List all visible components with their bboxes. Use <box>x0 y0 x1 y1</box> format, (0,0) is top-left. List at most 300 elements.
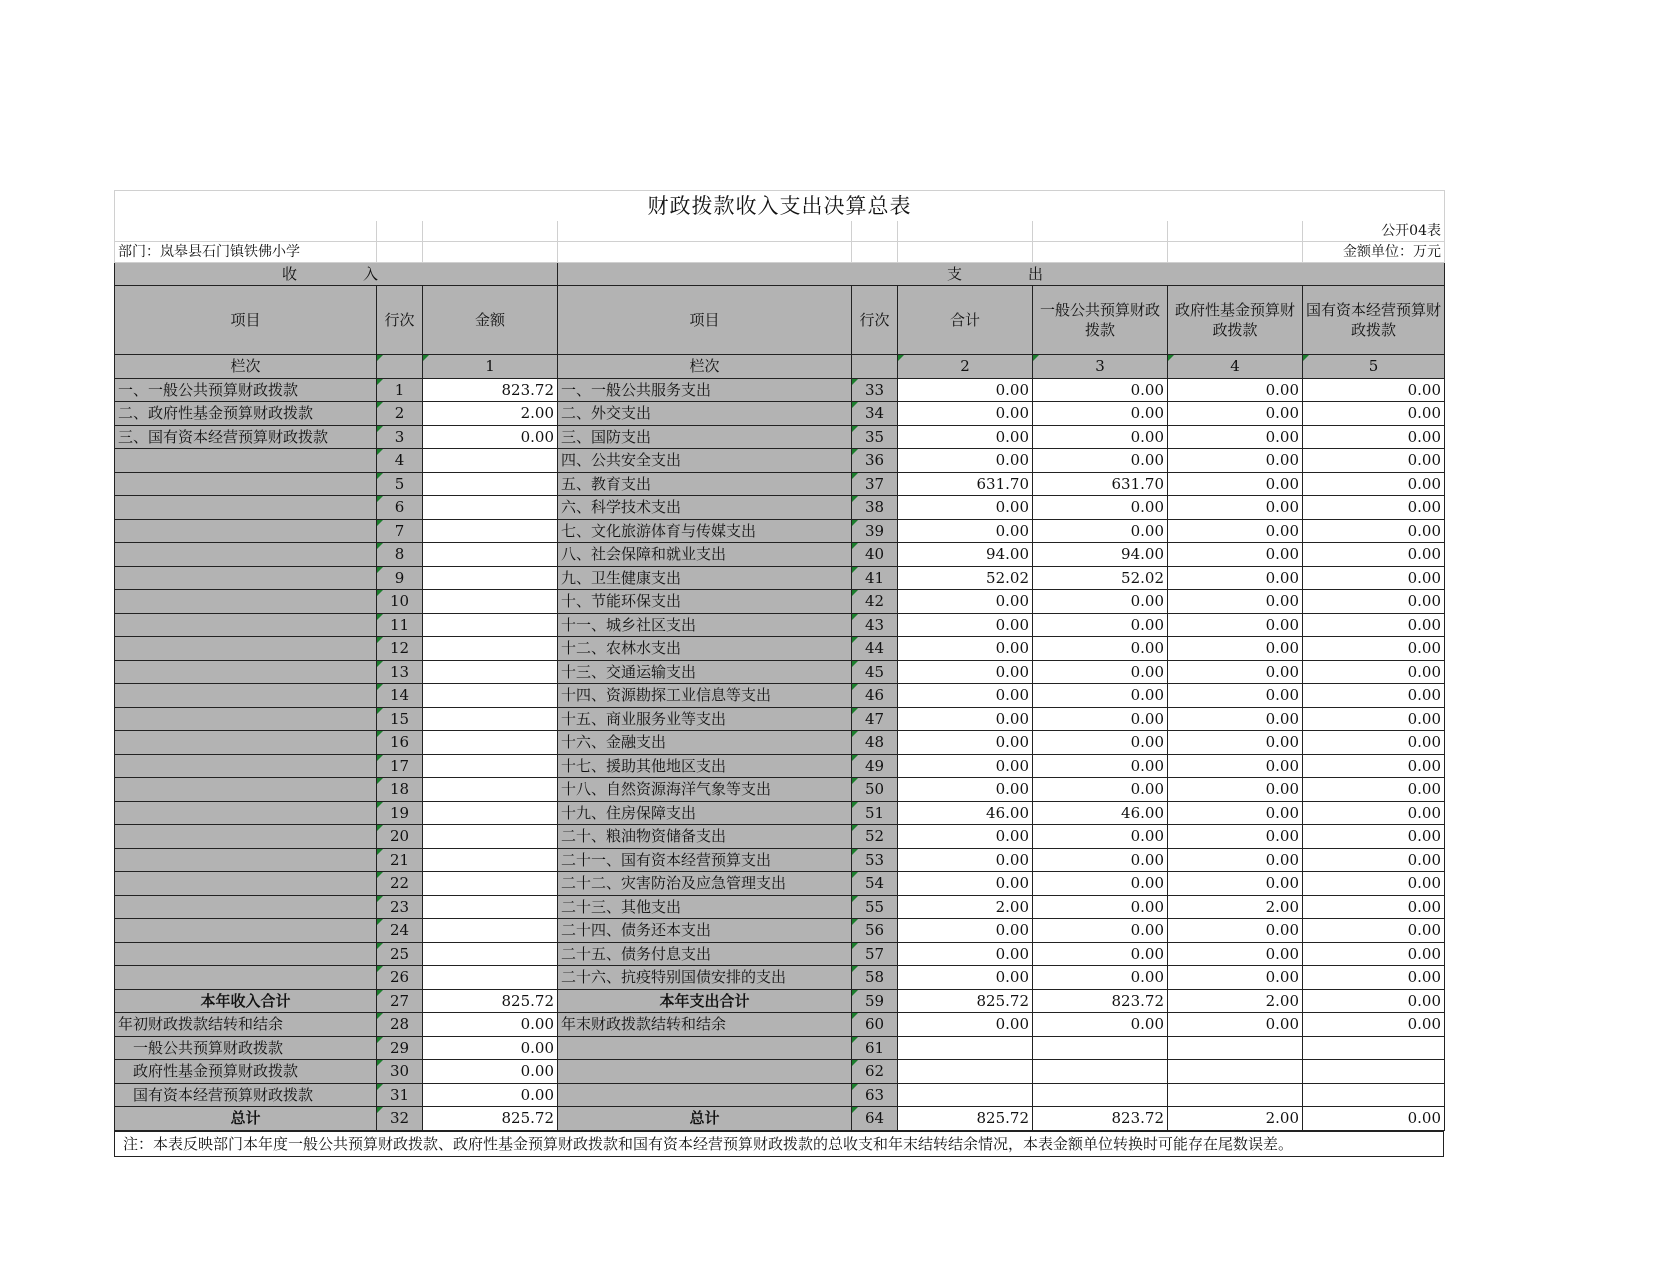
expense-state-capital: 0.00 <box>1303 378 1445 402</box>
income-amount: 0.00 <box>423 1036 558 1060</box>
expense-state-capital: 0.00 <box>1303 543 1445 567</box>
expense-general-budget: 0.00 <box>1033 754 1168 778</box>
income-item <box>115 778 377 802</box>
expense-state-capital: 0.00 <box>1303 1013 1445 1037</box>
income-item <box>115 519 377 543</box>
table-row <box>115 449 1445 473</box>
expense-line-no: 44 <box>852 637 898 661</box>
table-row <box>115 566 1445 590</box>
expense-item: 九、卫生健康支出 <box>558 566 852 590</box>
expense-total: 0.00 <box>898 778 1033 802</box>
income-item: 本年收入合计 <box>115 989 377 1013</box>
expense-line-no: 47 <box>852 707 898 731</box>
expense-item: 十一、城乡社区支出 <box>558 613 852 637</box>
expense-fund-budget: 0.00 <box>1168 519 1303 543</box>
column-index-label-right: 栏次 <box>558 355 852 379</box>
income-line-no: 7 <box>377 519 423 543</box>
income-line-no: 23 <box>377 895 423 919</box>
income-section-header: 收 入 <box>115 263 558 286</box>
income-amount <box>423 613 558 637</box>
income-amount: 0.00 <box>423 1060 558 1084</box>
income-item <box>115 707 377 731</box>
income-line-no: 11 <box>377 613 423 637</box>
table-row <box>115 543 1445 567</box>
expense-line-no: 36 <box>852 449 898 473</box>
column-index-1: 1 <box>423 355 558 379</box>
expense-total: 0.00 <box>898 872 1033 896</box>
income-amount <box>423 566 558 590</box>
column-index-4: 4 <box>1168 355 1303 379</box>
expense-line-no: 46 <box>852 684 898 708</box>
expense-state-capital: 0.00 <box>1303 496 1445 520</box>
expense-total: 825.72 <box>898 1107 1033 1131</box>
form-number: 公开04表 <box>1303 221 1445 242</box>
expense-general-budget: 0.00 <box>1033 895 1168 919</box>
income-item <box>115 731 377 755</box>
expense-total: 0.00 <box>898 378 1033 402</box>
expense-item: 二十二、灾害防治及应急管理支出 <box>558 872 852 896</box>
income-item <box>115 872 377 896</box>
expense-item: 十四、资源勘探工业信息等支出 <box>558 684 852 708</box>
budget-sheet <box>114 190 1444 1157</box>
expense-general-budget: 0.00 <box>1033 637 1168 661</box>
income-item <box>115 848 377 872</box>
column-index-3: 3 <box>1033 355 1168 379</box>
expense-total: 0.00 <box>898 496 1033 520</box>
expense-fund-budget: 0.00 <box>1168 449 1303 473</box>
expense-fund-budget: 0.00 <box>1168 378 1303 402</box>
income-amount <box>423 660 558 684</box>
income-amount: 825.72 <box>423 989 558 1013</box>
income-amount <box>423 872 558 896</box>
income-amount <box>423 942 558 966</box>
income-line-no: 20 <box>377 825 423 849</box>
expense-state-capital: 0.00 <box>1303 895 1445 919</box>
income-amount: 0.00 <box>423 1083 558 1107</box>
expense-state-capital: 0.00 <box>1303 637 1445 661</box>
expense-total: 0.00 <box>898 449 1033 473</box>
expense-fund-budget: 0.00 <box>1168 778 1303 802</box>
column-index-2: 2 <box>898 355 1033 379</box>
table-row <box>115 425 1445 449</box>
table-row <box>115 754 1445 778</box>
expense-fund-budget: 0.00 <box>1168 472 1303 496</box>
income-amount <box>423 754 558 778</box>
income-item <box>115 566 377 590</box>
income-line-no: 17 <box>377 754 423 778</box>
expense-item: 十九、住房保障支出 <box>558 801 852 825</box>
expense-state-capital: 0.00 <box>1303 872 1445 896</box>
income-item <box>115 942 377 966</box>
expense-total: 0.00 <box>898 825 1033 849</box>
note-table <box>114 1131 1444 1157</box>
expense-line-no: 40 <box>852 543 898 567</box>
expense-state-capital: 0.00 <box>1303 613 1445 637</box>
expense-line-no: 33 <box>852 378 898 402</box>
expense-general-budget: 0.00 <box>1033 825 1168 849</box>
expense-fund-budget: 2.00 <box>1168 1107 1303 1131</box>
income-item <box>115 966 377 990</box>
expense-fund-budget <box>1168 1036 1303 1060</box>
income-line-no: 22 <box>377 872 423 896</box>
expense-general-budget: 46.00 <box>1033 801 1168 825</box>
expense-fund-budget: 0.00 <box>1168 872 1303 896</box>
expense-total: 0.00 <box>898 519 1033 543</box>
income-line-no: 4 <box>377 449 423 473</box>
expense-state-capital: 0.00 <box>1303 919 1445 943</box>
expense-general-budget: 0.00 <box>1033 590 1168 614</box>
expense-fund-budget: 0.00 <box>1168 590 1303 614</box>
table-row <box>115 848 1445 872</box>
expense-item: 二十、粮油物资储备支出 <box>558 825 852 849</box>
expense-item: 本年支出合计 <box>558 989 852 1013</box>
expense-total: 0.00 <box>898 942 1033 966</box>
expense-item <box>558 1083 852 1107</box>
expense-general-budget: 0.00 <box>1033 519 1168 543</box>
expense-line-no: 52 <box>852 825 898 849</box>
expense-line-no: 62 <box>852 1060 898 1084</box>
expense-total <box>898 1036 1033 1060</box>
income-item <box>115 613 377 637</box>
income-amount <box>423 637 558 661</box>
expense-fund-budget: 0.00 <box>1168 707 1303 731</box>
expense-general-budget: 0.00 <box>1033 919 1168 943</box>
expense-line-no: 56 <box>852 919 898 943</box>
table-row <box>115 519 1445 543</box>
expense-state-capital <box>1303 1083 1445 1107</box>
income-item <box>115 637 377 661</box>
income-line-no: 29 <box>377 1036 423 1060</box>
expense-fund-budget <box>1168 1060 1303 1084</box>
expense-total: 631.70 <box>898 472 1033 496</box>
income-amount <box>423 496 558 520</box>
expense-state-capital: 0.00 <box>1303 402 1445 426</box>
income-amount <box>423 895 558 919</box>
expense-total: 46.00 <box>898 801 1033 825</box>
expense-fund-budget: 0.00 <box>1168 660 1303 684</box>
expense-total: 0.00 <box>898 402 1033 426</box>
expense-total: 0.00 <box>898 966 1033 990</box>
expense-general-budget: 0.00 <box>1033 731 1168 755</box>
income-item: 总计 <box>115 1107 377 1131</box>
income-amount <box>423 801 558 825</box>
expense-general-budget: 0.00 <box>1033 966 1168 990</box>
expense-line-no: 64 <box>852 1107 898 1131</box>
expense-fund-budget: 0.00 <box>1168 613 1303 637</box>
expense-line-no: 37 <box>852 472 898 496</box>
income-line-no: 9 <box>377 566 423 590</box>
expense-state-capital: 0.00 <box>1303 472 1445 496</box>
income-line-no: 18 <box>377 778 423 802</box>
expense-state-capital: 0.00 <box>1303 754 1445 778</box>
expense-general-budget <box>1033 1036 1168 1060</box>
expense-general-budget: 0.00 <box>1033 449 1168 473</box>
header-total: 合计 <box>898 286 1033 355</box>
expense-total: 0.00 <box>898 1013 1033 1037</box>
expense-general-budget <box>1033 1060 1168 1084</box>
expense-line-no: 42 <box>852 590 898 614</box>
expense-general-budget: 0.00 <box>1033 378 1168 402</box>
expense-item: 四、公共安全支出 <box>558 449 852 473</box>
expense-state-capital: 0.00 <box>1303 1107 1445 1131</box>
expense-line-no: 38 <box>852 496 898 520</box>
expense-state-capital: 0.00 <box>1303 778 1445 802</box>
income-line-no: 14 <box>377 684 423 708</box>
table-row <box>115 378 1445 402</box>
income-amount <box>423 449 558 473</box>
expense-general-budget: 94.00 <box>1033 543 1168 567</box>
income-item: 国有资本经营预算财政拨款 <box>115 1083 377 1107</box>
income-line-no: 12 <box>377 637 423 661</box>
income-item <box>115 919 377 943</box>
expense-item: 八、社会保障和就业支出 <box>558 543 852 567</box>
expense-fund-budget: 0.00 <box>1168 543 1303 567</box>
income-amount <box>423 472 558 496</box>
income-line-no: 28 <box>377 1013 423 1037</box>
table-row <box>115 1036 1445 1060</box>
expense-general-budget: 0.00 <box>1033 872 1168 896</box>
expense-fund-budget: 2.00 <box>1168 989 1303 1013</box>
income-line-no: 27 <box>377 989 423 1013</box>
income-amount <box>423 707 558 731</box>
expense-item: 十、节能环保支出 <box>558 590 852 614</box>
expense-item: 二十一、国有资本经营预算支出 <box>558 848 852 872</box>
expense-total: 0.00 <box>898 707 1033 731</box>
expense-fund-budget: 0.00 <box>1168 754 1303 778</box>
expense-line-no: 51 <box>852 801 898 825</box>
income-item <box>115 496 377 520</box>
table-row <box>115 1013 1445 1037</box>
income-item <box>115 801 377 825</box>
income-amount <box>423 519 558 543</box>
expense-general-budget: 0.00 <box>1033 684 1168 708</box>
income-line-no: 2 <box>377 402 423 426</box>
expense-general-budget: 823.72 <box>1033 989 1168 1013</box>
expense-line-no: 54 <box>852 872 898 896</box>
expense-line-no: 58 <box>852 966 898 990</box>
expense-state-capital <box>1303 1060 1445 1084</box>
header-amount: 金额 <box>423 286 558 355</box>
expense-state-capital: 0.00 <box>1303 684 1445 708</box>
table-row <box>115 872 1445 896</box>
budget-table <box>114 190 1445 1131</box>
income-line-no: 24 <box>377 919 423 943</box>
table-row <box>115 496 1445 520</box>
table-row <box>115 637 1445 661</box>
expense-fund-budget: 0.00 <box>1168 801 1303 825</box>
expense-general-budget: 0.00 <box>1033 402 1168 426</box>
expense-total: 0.00 <box>898 590 1033 614</box>
expense-line-no: 50 <box>852 778 898 802</box>
expense-total: 0.00 <box>898 425 1033 449</box>
income-item <box>115 895 377 919</box>
expense-item: 十八、自然资源海洋气象等支出 <box>558 778 852 802</box>
expense-general-budget: 0.00 <box>1033 707 1168 731</box>
expense-item: 二十三、其他支出 <box>558 895 852 919</box>
expense-state-capital: 0.00 <box>1303 707 1445 731</box>
table-row <box>115 966 1445 990</box>
expense-line-no: 43 <box>852 613 898 637</box>
expense-state-capital: 0.00 <box>1303 801 1445 825</box>
expense-state-capital: 0.00 <box>1303 519 1445 543</box>
income-line-no: 16 <box>377 731 423 755</box>
expense-item <box>558 1060 852 1084</box>
income-amount <box>423 543 558 567</box>
expense-total: 0.00 <box>898 684 1033 708</box>
income-line-no: 26 <box>377 966 423 990</box>
expense-general-budget: 0.00 <box>1033 660 1168 684</box>
expense-item: 五、教育支出 <box>558 472 852 496</box>
page-title: 财政拨款收入支出决算总表 <box>115 191 1445 222</box>
expense-fund-budget: 0.00 <box>1168 566 1303 590</box>
header-item-expense: 项目 <box>558 286 852 355</box>
expense-item: 六、科学技术支出 <box>558 496 852 520</box>
income-amount <box>423 848 558 872</box>
expense-fund-budget: 2.00 <box>1168 895 1303 919</box>
footnote: 注：本表反映部门本年度一般公共预算财政拨款、政府性基金预算财政拨款和国有资本经营预算财政拨款的总收支和年末结转结余情况，本表金额单位转换时可能存在尾数误差。 <box>115 1131 1444 1156</box>
income-line-no: 19 <box>377 801 423 825</box>
expense-state-capital: 0.00 <box>1303 449 1445 473</box>
table-row <box>115 590 1445 614</box>
expense-general-budget: 631.70 <box>1033 472 1168 496</box>
expense-total: 0.00 <box>898 660 1033 684</box>
income-line-no: 32 <box>377 1107 423 1131</box>
expense-general-budget <box>1033 1083 1168 1107</box>
expense-total: 0.00 <box>898 637 1033 661</box>
header-state-capital: 国有资本经营预算财政拨款 <box>1303 286 1445 355</box>
expense-general-budget: 0.00 <box>1033 496 1168 520</box>
expense-item: 七、文化旅游体育与传媒支出 <box>558 519 852 543</box>
income-item <box>115 449 377 473</box>
income-line-no: 3 <box>377 425 423 449</box>
expense-item: 二十四、债务还本支出 <box>558 919 852 943</box>
expense-fund-budget: 0.00 <box>1168 637 1303 661</box>
expense-total: 0.00 <box>898 731 1033 755</box>
income-line-no: 1 <box>377 378 423 402</box>
income-item <box>115 543 377 567</box>
income-amount <box>423 731 558 755</box>
expense-state-capital: 0.00 <box>1303 425 1445 449</box>
expense-general-budget: 0.00 <box>1033 942 1168 966</box>
expense-fund-budget: 0.00 <box>1168 825 1303 849</box>
expense-item: 总计 <box>558 1107 852 1131</box>
table-row <box>115 801 1445 825</box>
income-amount <box>423 590 558 614</box>
expense-line-no: 63 <box>852 1083 898 1107</box>
table-row <box>115 1060 1445 1084</box>
income-amount: 2.00 <box>423 402 558 426</box>
expense-fund-budget: 0.00 <box>1168 942 1303 966</box>
expense-line-no: 48 <box>852 731 898 755</box>
expense-general-budget: 0.00 <box>1033 778 1168 802</box>
income-item: 政府性基金预算财政拨款 <box>115 1060 377 1084</box>
income-line-no: 6 <box>377 496 423 520</box>
expense-line-no: 45 <box>852 660 898 684</box>
column-index-5: 5 <box>1303 355 1445 379</box>
expense-total: 52.02 <box>898 566 1033 590</box>
income-item <box>115 590 377 614</box>
expense-line-no: 34 <box>852 402 898 426</box>
table-row <box>115 731 1445 755</box>
income-line-no: 31 <box>377 1083 423 1107</box>
expense-state-capital: 0.00 <box>1303 942 1445 966</box>
expense-line-no: 59 <box>852 989 898 1013</box>
expense-total: 0.00 <box>898 613 1033 637</box>
income-item: 一般公共预算财政拨款 <box>115 1036 377 1060</box>
income-amount <box>423 684 558 708</box>
expense-item: 二十五、债务付息支出 <box>558 942 852 966</box>
income-item: 年初财政拨款结转和结余 <box>115 1013 377 1037</box>
expense-general-budget: 0.00 <box>1033 425 1168 449</box>
expense-item <box>558 1036 852 1060</box>
expense-total: 0.00 <box>898 919 1033 943</box>
table-row <box>115 660 1445 684</box>
expense-general-budget: 0.00 <box>1033 1013 1168 1037</box>
table-row <box>115 707 1445 731</box>
income-line-no: 5 <box>377 472 423 496</box>
header-line: 行次 <box>377 286 423 355</box>
column-index-label: 栏次 <box>115 355 377 379</box>
income-line-no: 30 <box>377 1060 423 1084</box>
income-line-no: 13 <box>377 660 423 684</box>
expense-fund-budget: 0.00 <box>1168 848 1303 872</box>
table-row <box>115 613 1445 637</box>
expense-state-capital: 0.00 <box>1303 825 1445 849</box>
income-amount <box>423 966 558 990</box>
expense-line-no: 35 <box>852 425 898 449</box>
header-general-budget: 一般公共预算财政拨款 <box>1033 286 1168 355</box>
expense-fund-budget: 0.00 <box>1168 684 1303 708</box>
expense-total: 94.00 <box>898 543 1033 567</box>
expense-line-no: 49 <box>852 754 898 778</box>
expense-line-no: 39 <box>852 519 898 543</box>
income-amount <box>423 778 558 802</box>
income-amount: 0.00 <box>423 1013 558 1037</box>
expense-total: 0.00 <box>898 848 1033 872</box>
expense-state-capital <box>1303 1036 1445 1060</box>
income-amount: 0.00 <box>423 425 558 449</box>
income-amount <box>423 825 558 849</box>
expense-total: 2.00 <box>898 895 1033 919</box>
table-row <box>115 919 1445 943</box>
header-item: 项目 <box>115 286 377 355</box>
expense-line-no: 61 <box>852 1036 898 1060</box>
table-row <box>115 895 1445 919</box>
expense-section-header: 支 出 <box>558 263 1445 286</box>
expense-item: 十五、商业服务业等支出 <box>558 707 852 731</box>
income-amount <box>423 919 558 943</box>
expense-fund-budget: 0.00 <box>1168 966 1303 990</box>
income-line-no: 21 <box>377 848 423 872</box>
income-item: 二、政府性基金预算财政拨款 <box>115 402 377 426</box>
expense-state-capital: 0.00 <box>1303 660 1445 684</box>
income-item: 一、一般公共预算财政拨款 <box>115 378 377 402</box>
expense-item: 三、国防支出 <box>558 425 852 449</box>
expense-state-capital: 0.00 <box>1303 590 1445 614</box>
table-row <box>115 1083 1445 1107</box>
income-line-no: 10 <box>377 590 423 614</box>
expense-line-no: 55 <box>852 895 898 919</box>
expense-state-capital: 0.00 <box>1303 966 1445 990</box>
expense-fund-budget: 0.00 <box>1168 496 1303 520</box>
expense-general-budget: 0.00 <box>1033 613 1168 637</box>
table-row <box>115 1107 1445 1131</box>
table-row <box>115 472 1445 496</box>
income-item <box>115 825 377 849</box>
table-row <box>115 942 1445 966</box>
income-line-no: 8 <box>377 543 423 567</box>
expense-fund-budget: 0.00 <box>1168 919 1303 943</box>
